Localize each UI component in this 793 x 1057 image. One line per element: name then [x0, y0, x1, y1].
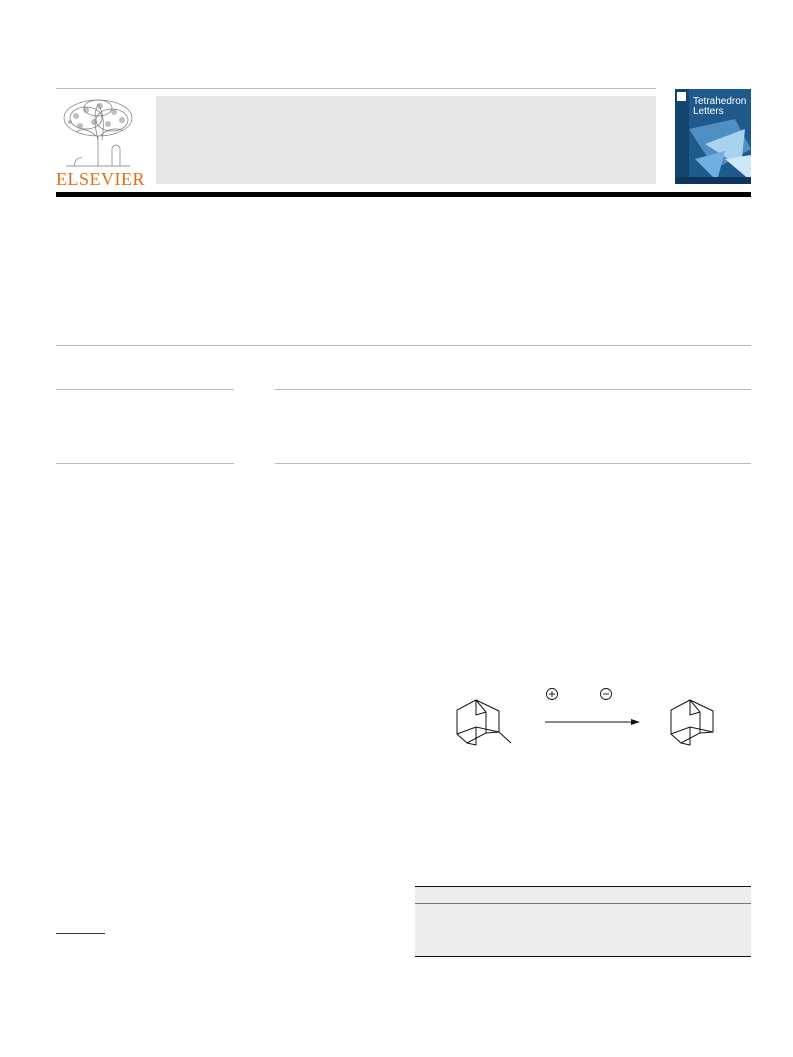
adamantane-product-structure-icon — [671, 700, 713, 745]
cover-title-line1: Tetrahedron — [693, 96, 747, 107]
reagent-cation-symbol — [547, 689, 558, 700]
header-top-rule — [56, 88, 656, 89]
publisher-name: ELSEVIER — [56, 169, 145, 189]
header-thick-rule — [56, 192, 751, 197]
elsevier-tree-logo-icon — [56, 96, 140, 168]
journal-cover-image[interactable] — [675, 89, 751, 184]
article-info-left-rule-bottom — [56, 463, 234, 464]
journal-header-banner — [156, 96, 656, 184]
article-info-left-rule-top — [56, 389, 234, 390]
footnote-rule — [56, 933, 105, 934]
abstract-rule-bottom — [275, 463, 751, 464]
elsevier-logo[interactable] — [56, 96, 145, 189]
article-info-top-rule — [56, 345, 751, 346]
table-body — [415, 904, 751, 956]
table-bottom-rule — [415, 956, 751, 957]
reagent-anion-symbol — [601, 689, 612, 700]
reaction-arrow-icon — [545, 719, 640, 725]
table-header-row — [415, 887, 751, 903]
cover-title — [693, 97, 751, 117]
abstract-rule-top — [275, 389, 751, 390]
adamantane-structure-icon — [457, 700, 511, 745]
cover-title-line2: Letters — [693, 106, 724, 117]
